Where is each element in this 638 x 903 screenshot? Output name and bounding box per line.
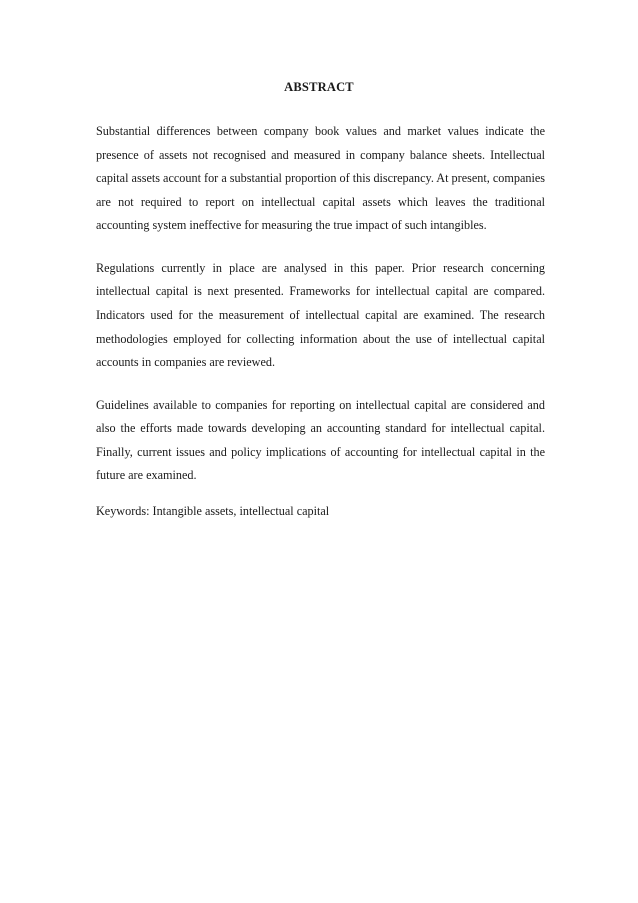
keywords-line: Keywords: Intangible assets, intellectual capital bbox=[96, 503, 330, 518]
abstract-paragraph-3: Guidelines available to companies for reporting on intellectual capital are considered and also the efforts made towards developing an accounting standard for intellectual capital. Finally, current issues and policy implications of accounting for intellectual capital in the future are examined. bbox=[96, 397, 545, 483]
abstract-paragraph-2: Regulations currently in place are analysed in this paper. Prior research concerning intellectual capital is next presented. Frameworks for intellectual capital are compared. Indicators used for the measurement of intellectual capital are examined. The research methodologies employed for collecting information about the use of intellectual capital accounts in companies are reviewed. bbox=[96, 260, 545, 370]
page-title: ABSTRACT bbox=[284, 80, 354, 94]
abstract-paragraph-1: Substantial differences between company book values and market values indicate the presence of assets not recognised and measured in company balance sheets. Intellectual capital assets account for a substantial proportion of this discrepancy. At present, companies are not required to report on intellectual capital assets which leaves the traditional accounting system ineffective for measuring the true impact of such intangibles. bbox=[96, 124, 545, 233]
abstract-body bbox=[96, 120, 545, 524]
